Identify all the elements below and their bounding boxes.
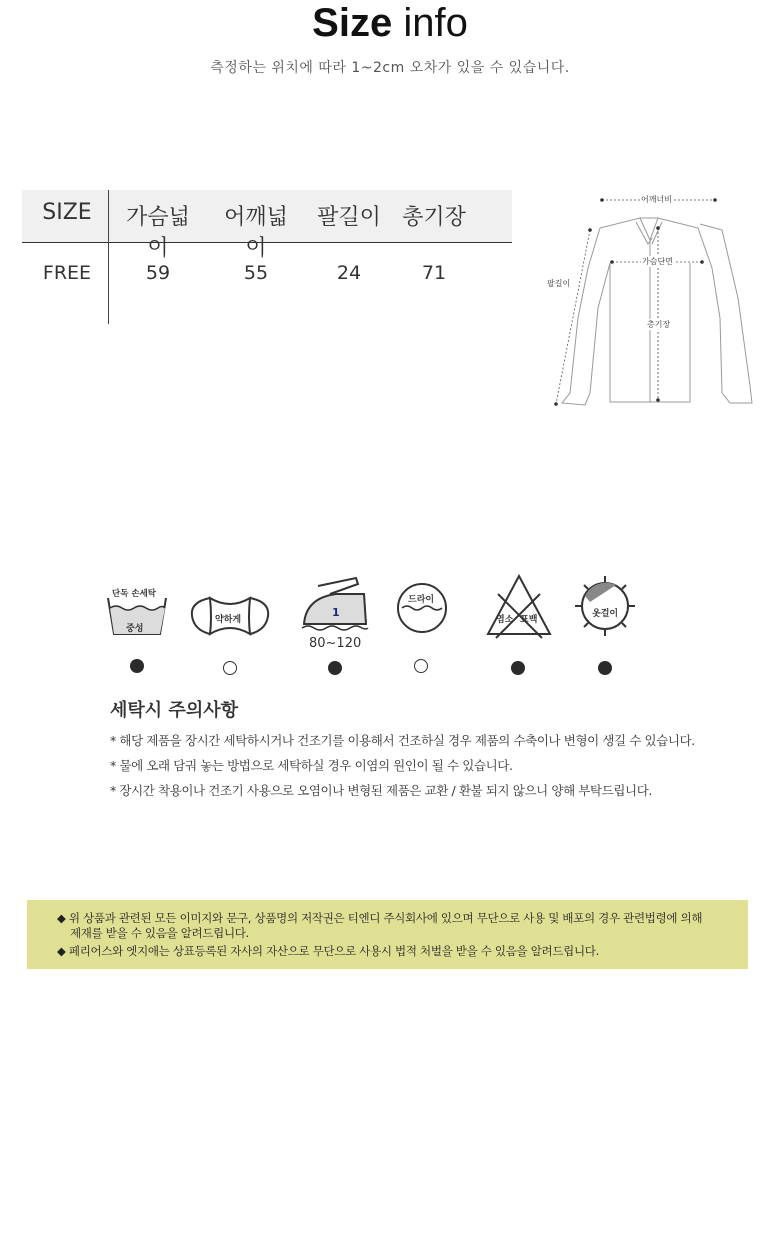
no-bleach-right-text: 표백 [520, 615, 538, 625]
label-shoulder: 어깨너비 [641, 195, 672, 204]
size-table [22, 190, 512, 324]
copyright-line: ◆ 페리어스와 엣지애는 상표등록된 자사의 자산으로 무단으로 사용시 법적 처벌을 받을 수 있음을 알려드립니다. [57, 944, 599, 958]
no-bleach-icon [484, 572, 554, 648]
row-chest: 59 [145, 262, 171, 284]
row-length: 71 [421, 262, 447, 284]
header-size: SIZE [42, 200, 92, 225]
no-bleach-left-text: 염소 [496, 615, 514, 625]
title-light: info [403, 1, 468, 45]
copyright-line: ◆ 위 상품과 관련된 모든 이미지와 문구, 상품명의 저작권은 티엔디 주식회사에 있으며 무단으로 사용 및 배포의 경우 관련법령에 의해 [57, 911, 703, 925]
care-note: * 물에 오래 담궈 놓는 방법으로 세탁하실 경우 이염의 원인이 될 수 있습니다. [110, 758, 513, 773]
hand-wash-icon [104, 572, 172, 648]
gentle-wring-indicator [223, 661, 237, 675]
hand-wash-indicator [130, 659, 144, 673]
page-subtitle: 측정하는 위치에 따라 1~2cm 오차가 있을 수 있습니다. [210, 60, 570, 76]
hand-wash-top-text: 단독 손세탁 [112, 589, 157, 599]
care-note: * 장시간 착용이나 건조기 사용으로 오염이나 변형된 제품은 교환 / 환불 되지 않으니 양해 부탁드립니다. [110, 783, 652, 798]
table-divider [108, 190, 109, 324]
header-sleeve: 팔길이 [317, 205, 381, 230]
gentle-wring-text: 약하게 [215, 615, 242, 625]
dry-clean-text: 드라이 [408, 595, 435, 605]
copyright-notice [27, 900, 748, 969]
dry-clean-icon [395, 572, 449, 648]
row-sleeve: 24 [336, 262, 362, 284]
page-title [0, 0, 780, 46]
size-table-header [22, 190, 512, 261]
header-chest: 가슴넓이 [126, 205, 190, 261]
row-size: FREE [42, 262, 92, 284]
hang-dry-text: 옷걸이 [592, 609, 619, 619]
title-bold: Size [312, 1, 393, 45]
copyright-line: 제재를 받을 수 있음을 알려드립니다. [70, 926, 249, 940]
shirt-outline-icon [540, 188, 760, 418]
header-shoulder: 어깨넓이 [224, 205, 288, 261]
header-length: 총기장 [402, 205, 466, 230]
iron-indicator [328, 661, 342, 675]
dry-clean-indicator [414, 659, 428, 673]
hand-wash-bottom-text: 중성 [126, 624, 144, 634]
gentle-wring-icon [188, 572, 272, 648]
label-chest: 가슴단면 [642, 257, 673, 266]
care-note: * 해당 제품을 장시간 세탁하시거나 건조기를 이용해서 건조하실 경우 제품의 수축이나 변형이 생길 수 있습니다. [110, 733, 695, 748]
iron-icon [298, 572, 372, 651]
hang-dry-icon [572, 572, 638, 648]
hang-dry-indicator [598, 661, 612, 675]
no-bleach-indicator [511, 661, 525, 675]
care-title: 세탁시 주의사항 [110, 700, 238, 721]
row-shoulder: 55 [243, 262, 269, 284]
iron-level-text: 1 [332, 606, 340, 619]
label-sleeve: 팔길이 [547, 279, 571, 288]
label-length: 총기장 [647, 320, 671, 329]
iron-temp-text: 80~120 [309, 636, 362, 651]
shirt-measure-diagram [540, 188, 760, 418]
